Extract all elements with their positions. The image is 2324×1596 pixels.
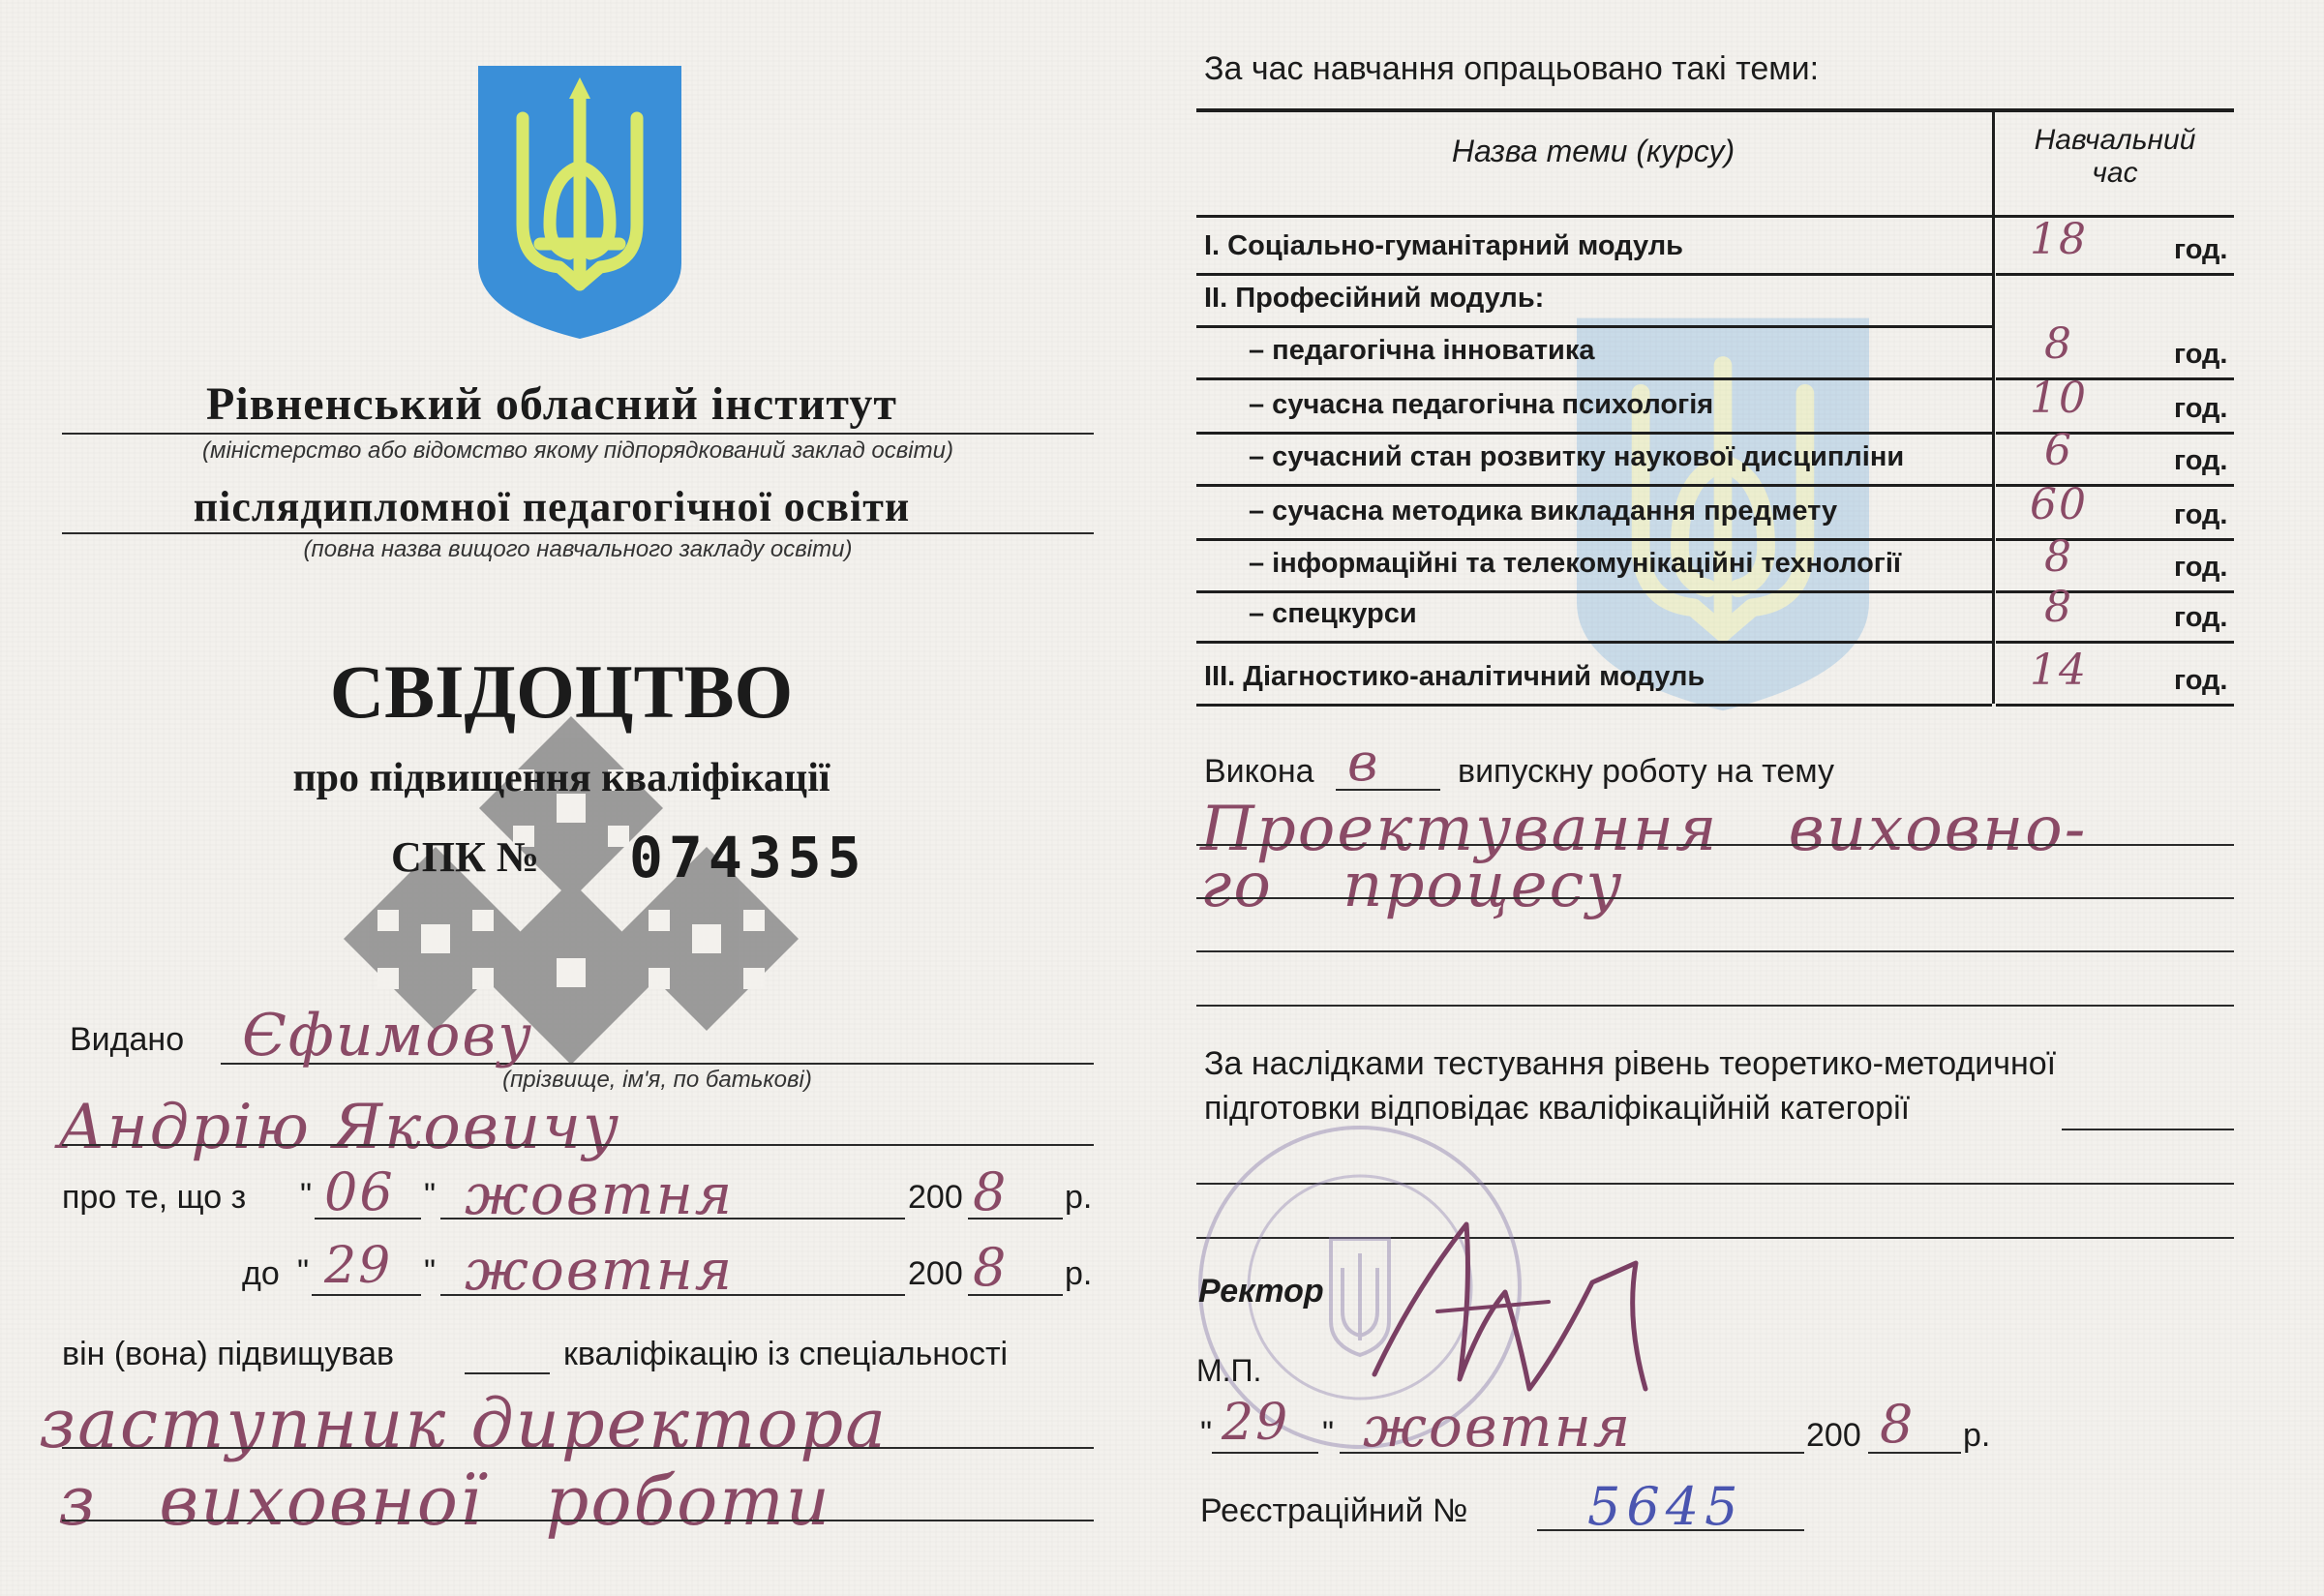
- topic-row-hours: 8: [2044, 319, 2073, 369]
- topic-row-label: – інформаційні та телекомунікаційні технології: [1249, 548, 1902, 579]
- sign-year-digit: 8: [1880, 1394, 1916, 1455]
- topic-row-label: III. Діагностико-аналітичний модуль: [1204, 661, 1705, 692]
- to-month: жовтня: [465, 1237, 735, 1303]
- sign-day: 29: [1222, 1394, 1290, 1452]
- table-row-line: [1196, 432, 1992, 435]
- topic-row-unit: год.: [2174, 499, 2228, 530]
- document-title: СВІДОЦТВО: [329, 649, 794, 734]
- topic-row-unit: год.: [2174, 665, 2228, 696]
- table-row-line: [1196, 484, 1992, 487]
- to-day: 29: [324, 1237, 393, 1295]
- registration-number: 5645: [1587, 1476, 1744, 1537]
- table-row-line: [1196, 538, 1992, 541]
- coat-of-arms-icon: [472, 60, 687, 343]
- from-year-digit: 8: [973, 1161, 1009, 1222]
- from-month: жовтня: [465, 1161, 735, 1227]
- topic-row-hours: 18: [2030, 215, 2088, 264]
- name-caption: (прізвище, ім'я, по батькові): [502, 1067, 812, 1093]
- institute-caption-1: (міністерство або відомство якому підпорядкований заклад освіти): [202, 437, 953, 464]
- sign-month: жовтня: [1363, 1394, 1633, 1460]
- from-label: про те, що з: [62, 1179, 247, 1216]
- hours-cell-line: [1996, 704, 2234, 707]
- table-row-line: [1196, 704, 1992, 707]
- performed-label: Викона: [1204, 753, 1314, 790]
- testing-line2: підготовки відповідає кваліфікаційній категорії: [1204, 1090, 1911, 1127]
- topic-row-unit: год.: [2174, 552, 2228, 583]
- issued-to-surname: Єфимову: [242, 1002, 534, 1069]
- topic-row-hours: 8: [2044, 583, 2073, 632]
- testing-line1: За наслідками тестування рівень теоретико-методичної: [1204, 1045, 2057, 1082]
- performed-suffix: в: [1347, 732, 1380, 793]
- topic-row-hours: 10: [2030, 374, 2088, 423]
- topic-row-unit: год.: [2174, 393, 2228, 424]
- stamp-label: М.П.: [1196, 1353, 1262, 1388]
- topic-row-label: II. Професійний модуль:: [1204, 283, 1545, 314]
- specialty-line2: з виховної роботи: [58, 1461, 831, 1541]
- issued-to-name: Андрію Яковичу: [58, 1092, 621, 1163]
- improved-label: він (вона) підвищував: [62, 1336, 395, 1372]
- institute-name-line2: післядипломної педагогічної освіти: [193, 483, 911, 530]
- issued-label: Видано: [70, 1021, 185, 1058]
- topic-row-hours: 6: [2044, 426, 2073, 475]
- qualification-label: кваліфікацію із спеціальності: [563, 1336, 1009, 1372]
- topic-row-label: – педагогічна інноватика: [1249, 335, 1595, 366]
- to-year-digit: 8: [973, 1237, 1009, 1298]
- institute-caption-2: (повна назва вищого навчального закладу освіти): [303, 536, 853, 562]
- topic-row-label: – сучасна педагогічна психологія: [1249, 389, 1714, 420]
- topic-row-unit: год.: [2174, 339, 2228, 370]
- certificate-number: 074355: [629, 825, 867, 890]
- thesis-line2: го процесу: [1200, 850, 1624, 921]
- topic-row-unit: год.: [2174, 445, 2228, 476]
- topics-heading: За час навчання опрацьовано такі теми:: [1204, 50, 1820, 87]
- table-row-line: [1196, 273, 1992, 276]
- table-row-line: [1196, 590, 1992, 593]
- rector-label: Ректор: [1198, 1273, 1324, 1310]
- series-label: СПК №: [391, 833, 540, 881]
- table-row-line: [1196, 377, 1992, 380]
- from-day: 06: [324, 1161, 395, 1222]
- table-row-line: [1196, 641, 1992, 644]
- specialty-line1: заступник директора: [39, 1384, 888, 1463]
- document-subtitle: про підвищення кваліфікації: [292, 756, 830, 800]
- hours-cell-line: [1996, 273, 2234, 276]
- table-header-topic: Назва теми (курсу): [1451, 134, 1735, 168]
- topic-row-hours: 60: [2030, 480, 2088, 529]
- topic-row-label: – сучасний стан розвитку наукової дисципліни: [1249, 441, 1905, 472]
- topic-row-unit: год.: [2174, 602, 2228, 633]
- topic-row-unit: год.: [2174, 234, 2228, 265]
- thesis-line1: Проектування виховно-: [1200, 794, 2088, 865]
- registration-label: Реєстраційний №: [1200, 1492, 1468, 1529]
- topic-row-label: – сучасна методика викладання предмету: [1249, 496, 1838, 527]
- hours-cell-line: [1996, 641, 2234, 644]
- topic-row-hours: 14: [2030, 646, 2088, 695]
- table-header-hours: Навчальний час: [2034, 124, 2196, 189]
- table-row-line: [1196, 325, 1992, 328]
- topic-row-hours: 8: [2044, 532, 2073, 582]
- institute-name-line1: Рівненський обласний інститут: [206, 378, 897, 430]
- rector-signature-icon: [1336, 1205, 1704, 1418]
- topic-row-label: I. Соціально-гуманітарний модуль: [1204, 230, 1684, 261]
- thesis-label: випускну роботу на тему: [1458, 753, 1835, 790]
- to-label: до: [242, 1255, 280, 1292]
- topic-row-label: – спецкурси: [1249, 598, 1417, 629]
